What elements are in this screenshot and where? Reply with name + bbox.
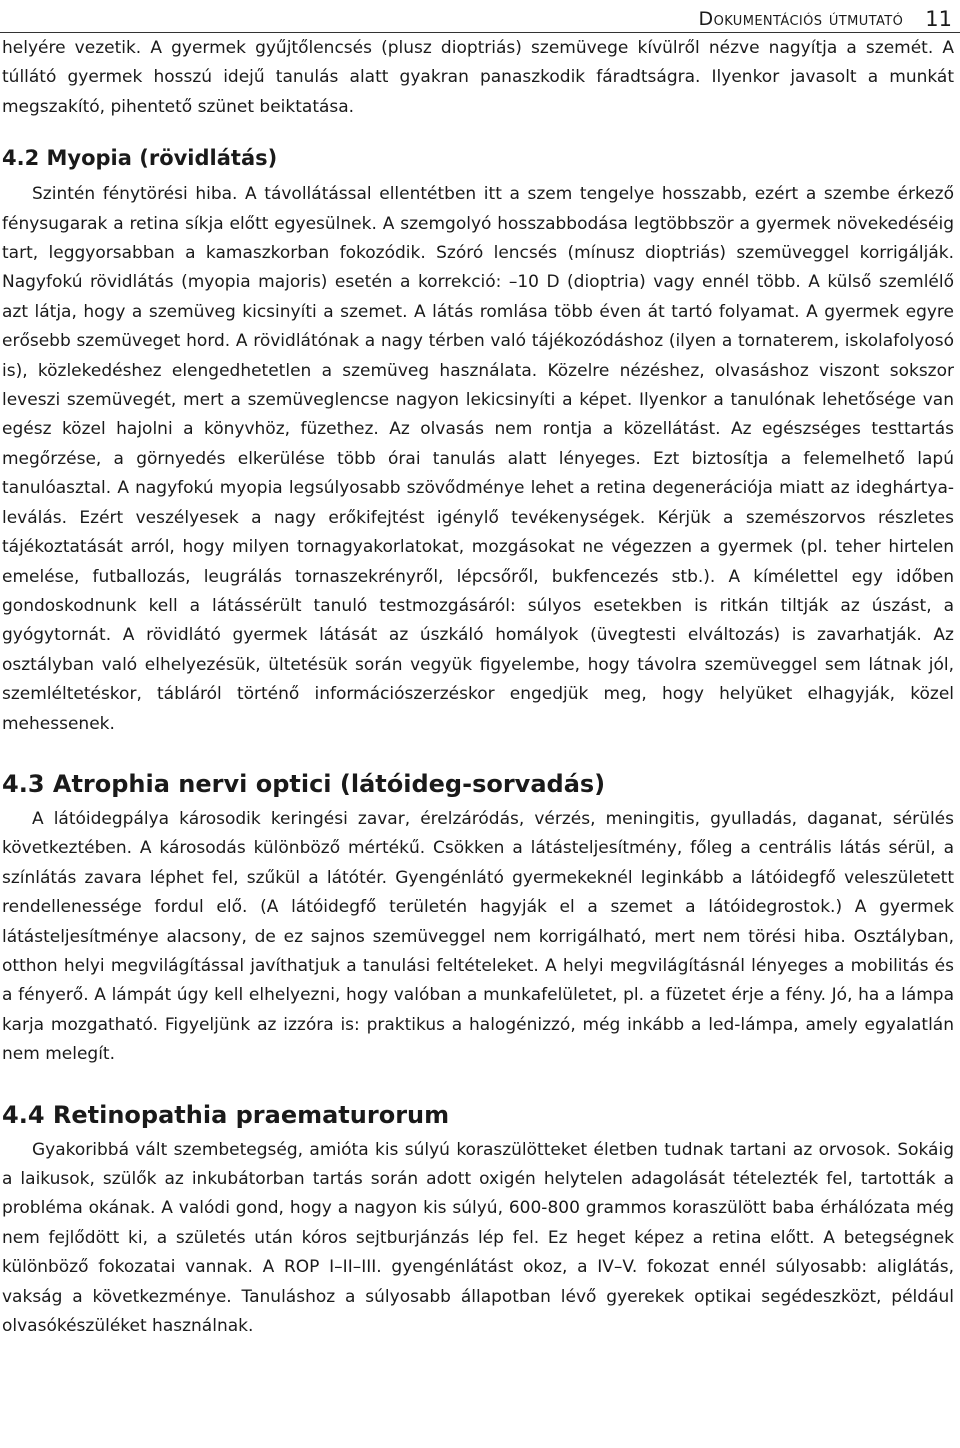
header-rule: [0, 32, 960, 33]
section-paragraph-atrophia: A látóidegpálya károsodik keringési zavar, érelzáródás, vérzés, meningitis, gyulladás, daganat, sérülés következtében. A károsodás különböző mértékű. Csökken a látásteljesítmény, főleg a centrális látás sérül, a színlátás zavara léphet fel, szűkül a látótér. Gyengénlátó gyermekeknél leginkább a látóidegfő veleszületett rendellenessége fordul elő. (A látóidegfő területén hagyják el a szemet a látóidegrostok.) A gyermek látásteljesítménye alacsony, de ez sajnos szemüveggel nem korrigálható, mert nem törési hiba. Osztályban, otthon helyi megvilágítással javíthatjuk a tanulási feltételeket. A helyi megvilágításnál lényeges a mobilitás és a fényerő. A lámpát úgy kell elhelyezni, hogy valóban a munkafelületet, pl. a füzetet érje a fény. Jó, ha a lámpa karja mozgatható. Figyeljünk az izzóra is: praktikus a halogénizzó, még inkább a led-lámpa, amely egyalatlán nem melegít.: [2, 808, 954, 1065]
section-heading-atrophia: 4.3 Atrophia nervi optici (látóideg-sorvadás): [2, 769, 606, 798]
intro-paragraph: helyére vezetik. A gyermek gyűjtőlencsés (plusz dioptriás) szemüvege kívülről nézve nagyítja a szemét. A túllátó gyermek hosszú idejű tanulás alatt gyakran panaszkodik fáradtságra. Ilyenkor javasolt a munkát megszakító, pihentető szünet beiktatása.: [2, 38, 954, 117]
section-heading-myopia: 4.2 Myopia (rövidlátás): [2, 146, 278, 171]
body-content: [2, 34, 954, 1341]
running-header: [699, 4, 952, 34]
section-paragraph-retinopathia: Gyakoribbá vált szembetegség, amióta kis súlyú koraszülötteket életben tudnak tartani az orvosok. Sokáig a laikusok, szülők az inkubátorban tartás során adott oxigén helytelen adagolását tételezték fel, tartották a probléma okának. A valódi gond, hogy a nagyon kis súlyú, 600-800 grammos koraszülött baba érhálózata még nem fejlődött ki, a születés után kóros sejtburjánzás lép fel. Ez heget képez a retina előtt. A betegségnek különböző fokozatai vannak. A ROP I–II–III. gyengénlátást okoz, a IV–V. fokozat ennél súlyosabb: aliglátás, vakság a következménye. Tanuláshoz a súlyosabb állapotban lévő gyerekek optikai segédeszközt, például olvasókészüléket használnak.: [2, 1139, 954, 1337]
page-number: 11: [925, 7, 952, 31]
section-paragraph-myopia: Szintén fénytörési hiba. A távollátással ellentétben itt a szem tengelye hosszabb, ezért a szembe érkező fénysugarak a retina síkja előtt egyesülnek. A szemgolyó hosszabbodása legtöbbször a gyermek növekedéséig tart, leggyorsabban a kamaszkorban fokozódik. Szóró lencsés (mínusz dioptriás) szemüveggel korrigálják. Nagyfokú rövidlátás (myopia majoris) esetén a korrekció: –10 D (dioptria) vagy ennél több. A külső szemlélő azt látja, hogy a szemüveg kicsinyíti a szemet. A látás romlása több éven át tartó folyamat. A gyermek egyre erősebb szemüveget hord. A rövidlátónak a nagy térben való tájékozódáshoz (ilyen a tornaterem, iskolafolyosó is), közlekedéshez elengedhetetlen a szemüveg használata. Közelre nézéshez, olvasáshoz viszont sokszor leveszi szemüvegét, mert a szemüveglencse nagyon lekicsinyíti a képet. Ilyenkor a tanulónak lehetősége van egész közel hajolni a könyvhöz, füzethez. Az olvasás nem rontja a közellátást. Az egészséges testtartás megőrzése, a görnyedés elkerülése több órai tanulás alatt lényeges. Ezt biztosítja a felemelhető lapú tanulóasztal. A nagyfokú myopia legsúlyosabb szövődménye lehet a retina degenerációja miatt az ideghártya-leválás. Ezért veszélyesek a nagy erőkifejtést igénylő tevékenységek. Kérjük a szemészorvos részletes tájékoztatását arról, hogy milyen tornagyakorlatokat, mozgásokat ne végezzen a gyermek (pl. teher hirtelen emelése, futballozás, leugrálás tornaszekrényről, lépcsőről, bukfencezés stb.). A kímélettel egy időben gondoskodnunk kell a látássérült tanuló testmozgásáról: súlyos esetekben is ritkán tiltják az úszást, a gyógytornát. A rövidlátó gyermek látását az úszkáló homályok (üvegtesti elváltozás) is zavarhatják. Az osztályban való elhelyezésük, ültetésük során vegyük figyelembe, hogy távolra szemüveggel sem látnak jól, szemléltetéskor, tábláról történő információszerzéskor engedjük meg, hogy helyüket elhagyják, közel mehessenek.: [2, 184, 954, 734]
header-title: Dokumentációs útmutató: [698, 8, 904, 30]
section-heading-retinopathia: 4.4 Retinopathia praematurorum: [2, 1100, 450, 1129]
